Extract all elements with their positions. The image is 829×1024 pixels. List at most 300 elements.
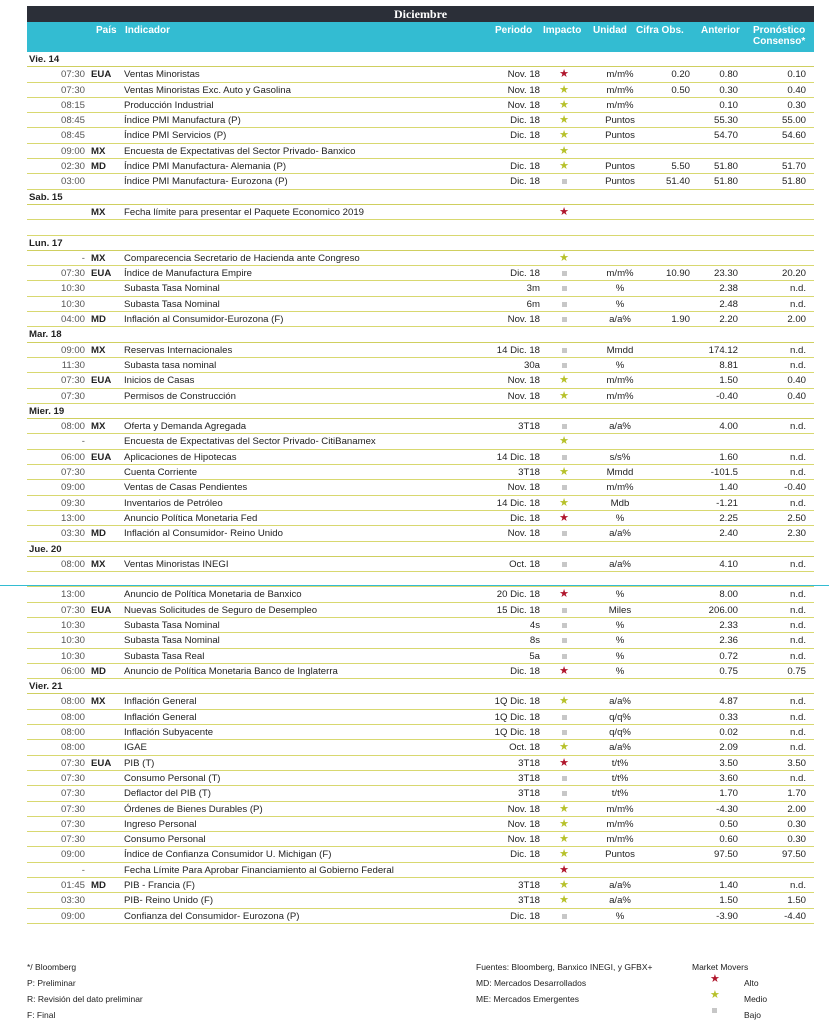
cell-per: Nov. 18 — [507, 834, 540, 846]
cell-time: 09:00 — [60, 145, 85, 157]
cell-con: n.d. — [789, 421, 806, 433]
cell-ant: 4.87 — [719, 696, 738, 708]
table-row — [27, 771, 814, 786]
cell-per: Nov. 18 — [507, 99, 540, 111]
cell-ant: -101.5 — [710, 467, 738, 479]
table-row — [27, 343, 814, 358]
impact-low-square-icon — [557, 526, 571, 541]
cell-obs: 10.90 — [665, 268, 690, 280]
cell-ind: Subasta Tasa Real — [124, 650, 205, 662]
impact-medium-star-icon: ★ — [559, 114, 569, 127]
cell-con: -0.40 — [784, 482, 806, 494]
impact-medium-star-icon: ★ — [559, 817, 569, 830]
cell-per: 14 Dic. 18 — [496, 344, 540, 356]
impact-low-square-icon — [557, 633, 571, 648]
table-row — [27, 817, 814, 832]
day-header: Vie. 14 — [27, 52, 814, 67]
impact-medium-star-icon: ★ — [559, 802, 569, 815]
cell-con: n.d. — [789, 650, 806, 662]
cell-ind: Órdenes de Bienes Durables (P) — [124, 803, 263, 815]
cell-per: 6m — [526, 298, 540, 310]
cell-time: 04:00 — [60, 314, 85, 326]
cell-time: 13:00 — [60, 589, 85, 601]
cell-time: 03:00 — [60, 176, 85, 188]
cell-con: n.d. — [789, 497, 806, 509]
cell-time: 03:30 — [60, 528, 85, 540]
cell-ind: Subasta Tasa Nominal — [124, 635, 220, 647]
cell-con: n.d. — [789, 604, 806, 616]
table-row — [27, 756, 814, 771]
cell-per: Dic. 18 — [510, 910, 540, 922]
cell-unit: % — [615, 512, 625, 524]
cell-unit: m/m% — [606, 390, 634, 402]
cell-ant: 2.48 — [719, 298, 738, 310]
cell-con: 0.10 — [787, 69, 806, 81]
cell-ind: Inflación al Consumidor- Reino Unido — [124, 528, 283, 540]
cell-unit: Mdb — [610, 497, 630, 509]
cell-country: EUA — [91, 757, 112, 769]
cell-con: 0.30 — [787, 818, 806, 830]
table-row — [27, 312, 814, 327]
cell-ind: Encuesta de Expectativas del Sector Privado- Banxico — [124, 145, 356, 157]
impact-low-square-icon — [557, 771, 571, 786]
cell-time: 07:30 — [60, 390, 85, 402]
table-row — [27, 649, 814, 664]
cell-unit: a/a% — [609, 528, 631, 540]
cell-time: 13:00 — [60, 512, 85, 524]
impact-low-square-icon — [557, 281, 571, 296]
cell-time: 07:30 — [60, 772, 85, 784]
table-row — [27, 863, 814, 878]
cell-con: 2.50 — [787, 512, 806, 524]
impact-medium-star-icon: ★ — [559, 435, 569, 448]
spacer-row — [27, 220, 814, 235]
impact-high-star-icon: ★ — [559, 68, 569, 81]
impact-low-square-icon — [557, 174, 571, 189]
cell-time: 09:00 — [60, 849, 85, 861]
legend-title: Market Movers — [692, 962, 749, 972]
table-row — [27, 389, 814, 404]
cell-con: n.d. — [789, 298, 806, 310]
cell-ant: 2.40 — [719, 528, 738, 540]
legend-alto: Alto — [744, 978, 759, 988]
cell-country: MD — [91, 880, 106, 892]
cell-time: 10:30 — [60, 635, 85, 647]
legend-bajo-icon — [712, 1004, 717, 1016]
impact-low-square-icon — [557, 603, 571, 618]
cell-obs: 0.50 — [671, 84, 690, 96]
legend-medio: Medio — [744, 994, 768, 1004]
cell-ind: Fecha límite para presentar el Paquete Economico 2019 — [124, 206, 364, 218]
cell-ind: Inflación Subyacente — [124, 727, 214, 739]
cell-ant: 0.50 — [719, 818, 738, 830]
cell-unit: Puntos — [605, 130, 635, 142]
cell-time: 07:30 — [60, 268, 85, 280]
impact-medium-star-icon: ★ — [559, 160, 569, 173]
table-row — [27, 450, 814, 465]
footnote-final: F: Final — [27, 1010, 56, 1020]
table-row — [27, 786, 814, 801]
impact-medium-star-icon: ★ — [559, 879, 569, 892]
cell-per: 1Q Dic. 18 — [494, 711, 540, 723]
impact-low-square-icon — [557, 909, 571, 924]
table-row — [27, 266, 814, 281]
cell-unit: % — [615, 283, 625, 295]
cell-time: 01:45 — [60, 880, 85, 892]
cell-unit: % — [615, 589, 625, 601]
cell-ant: 97.50 — [713, 849, 738, 861]
impact-high-star-icon: ★ — [559, 588, 569, 601]
cell-per: Dic. 18 — [510, 665, 540, 677]
cell-country: EUA — [91, 375, 112, 387]
table-row — [27, 587, 814, 602]
cell-time: 09:00 — [60, 482, 85, 494]
impact-low-square-icon — [557, 618, 571, 633]
impact-low-square-icon — [557, 312, 571, 327]
cell-unit: Puntos — [605, 115, 635, 127]
table-row — [27, 725, 814, 740]
table-row — [27, 98, 814, 113]
month-title: Diciembre — [27, 6, 814, 22]
cell-country: MX — [91, 206, 106, 218]
cell-ind: Encuesta de Expectativas del Sector Privado- CitiBanamex — [124, 436, 376, 448]
cell-per: Dic. 18 — [510, 130, 540, 142]
table-row — [27, 251, 814, 266]
day-header: Mar. 18 — [27, 327, 814, 342]
cell-time: 06:00 — [60, 451, 85, 463]
cell-per: 1Q Dic. 18 — [494, 727, 540, 739]
cell-con: n.d. — [789, 283, 806, 295]
cell-con: 0.40 — [787, 390, 806, 402]
impact-medium-star-icon: ★ — [559, 833, 569, 846]
cell-time: 11:30 — [61, 359, 85, 371]
cell-unit: t/t% — [611, 757, 629, 769]
cell-ant: 1.50 — [719, 895, 738, 907]
cell-time: - — [81, 252, 85, 264]
cell-ant: 0.75 — [719, 665, 738, 677]
cell-time: 08:45 — [60, 115, 85, 127]
impact-medium-star-icon: ★ — [559, 741, 569, 754]
impact-low-square-icon — [557, 786, 571, 801]
cell-ant: 51.80 — [713, 176, 738, 188]
cell-con: 51.70 — [781, 161, 806, 173]
cell-time: 07:30 — [60, 757, 85, 769]
cell-obs: 51.40 — [665, 176, 690, 188]
cell-time: 09:00 — [60, 344, 85, 356]
cell-per: 3T18 — [518, 772, 540, 784]
cell-per: 3T18 — [518, 788, 540, 800]
cell-unit: % — [615, 298, 625, 310]
cell-ind: Ingreso Personal — [124, 818, 197, 830]
cell-time: 08:15 — [60, 99, 85, 111]
cell-country: MX — [91, 145, 106, 157]
impact-low-square-icon — [557, 450, 571, 465]
impact-low-square-icon — [557, 343, 571, 358]
cell-per: Nov. 18 — [507, 803, 540, 815]
cell-time: 08:00 — [60, 727, 85, 739]
cell-ant: 0.02 — [719, 727, 738, 739]
cell-con: 2.00 — [787, 314, 806, 326]
cell-per: 3T18 — [518, 895, 540, 907]
cell-per: 30a — [523, 359, 540, 371]
cell-ind: Producción Industrial — [124, 99, 214, 111]
table-row — [27, 159, 814, 174]
cell-time: 02:30 — [60, 161, 85, 173]
cell-con: n.d. — [789, 880, 806, 892]
header-cifra: Cifra Obs. — [636, 25, 684, 36]
cell-unit: Puntos — [605, 849, 635, 861]
cell-con: n.d. — [789, 727, 806, 739]
cell-per: Nov. 18 — [507, 84, 540, 96]
cell-time: 07:30 — [60, 467, 85, 479]
cell-ind: Oferta y Demanda Agregada — [124, 421, 247, 433]
cell-time: 10:30 — [60, 619, 85, 631]
cell-ind: Subasta Tasa Nominal — [124, 298, 220, 310]
impact-medium-star-icon: ★ — [559, 848, 569, 861]
table-row — [27, 603, 814, 618]
day-header: Vier. 21 — [27, 679, 814, 694]
cell-ant: 1.50 — [719, 375, 738, 387]
cell-country: EUA — [91, 451, 112, 463]
cell-time: 08:45 — [60, 130, 85, 142]
table-row — [27, 633, 814, 648]
cell-con: 20.20 — [781, 268, 806, 280]
cell-con: n.d. — [789, 359, 806, 371]
cell-ant: 0.33 — [719, 711, 738, 723]
footnote-me: ME: Mercados Emergentes — [476, 994, 579, 1004]
header-pronostico-line2: Consenso* — [753, 36, 806, 47]
cell-ind: Reservas Internacionales — [124, 344, 233, 356]
cell-ant: 54.70 — [713, 130, 738, 142]
cell-per: Nov. 18 — [507, 390, 540, 402]
impact-low-square-icon — [557, 297, 571, 312]
day-header: Sab. 15 — [27, 190, 814, 205]
cell-time: 07:30 — [60, 84, 85, 96]
table-row — [27, 878, 814, 893]
impact-low-square-icon — [557, 266, 571, 281]
table-row — [27, 802, 814, 817]
impact-medium-star-icon: ★ — [559, 129, 569, 142]
table-row — [27, 297, 814, 312]
table-row — [27, 511, 814, 526]
cell-ind: Cuenta Corriente — [124, 467, 198, 479]
calendar-table — [27, 52, 814, 924]
impact-medium-star-icon: ★ — [559, 144, 569, 157]
footnote-fuentes: Fuentes: Bloomberg, Banxico INEGI, y GFBX+ — [476, 962, 653, 972]
cell-con: n.d. — [789, 558, 806, 570]
cell-con: 2.30 — [787, 528, 806, 540]
impact-high-star-icon: ★ — [559, 664, 569, 677]
cell-per: Dic. 18 — [510, 161, 540, 173]
impact-medium-star-icon: ★ — [559, 374, 569, 387]
cell-country: MD — [91, 161, 106, 173]
cell-per: 20 Dic. 18 — [496, 589, 540, 601]
cell-unit: m/m% — [606, 99, 634, 111]
table-row — [27, 434, 814, 449]
cell-ind: Confianza del Consumidor- Eurozona (P) — [124, 910, 300, 922]
cell-time: 06:00 — [60, 665, 85, 677]
impact-low-square-icon — [557, 358, 571, 373]
cell-unit: % — [615, 650, 625, 662]
cell-per: Dic. 18 — [510, 176, 540, 188]
cell-time: 08:00 — [60, 421, 85, 433]
cell-unit: a/a% — [609, 895, 631, 907]
cell-con: n.d. — [789, 619, 806, 631]
cell-per: 14 Dic. 18 — [496, 497, 540, 509]
cell-ind: PIB (T) — [124, 757, 155, 769]
cell-per: Nov. 18 — [507, 69, 540, 81]
impact-high-star-icon: ★ — [559, 863, 569, 876]
cell-con: n.d. — [789, 772, 806, 784]
cell-unit: % — [615, 619, 625, 631]
cell-ind: Anuncio de Política Monetaria de Banxico — [124, 589, 302, 601]
cell-ind: Aplicaciones de Hipotecas — [124, 451, 237, 463]
cell-per: 1Q Dic. 18 — [494, 696, 540, 708]
impact-medium-star-icon: ★ — [559, 496, 569, 509]
cell-time: 08:00 — [60, 742, 85, 754]
cell-per: 8s — [529, 635, 540, 647]
table-row — [27, 358, 814, 373]
cell-ant: 1.40 — [719, 880, 738, 892]
footnote-preliminar: P: Preliminar — [27, 978, 76, 988]
cell-ant: 0.72 — [719, 650, 738, 662]
table-row — [27, 281, 814, 296]
cell-ant: -0.40 — [716, 390, 738, 402]
cell-ind: Permisos de Construcción — [124, 390, 236, 402]
cell-ind: Subasta Tasa Nominal — [124, 283, 220, 295]
cell-ind: Ventas Minoristas Exc. Auto y Gasolina — [124, 84, 291, 96]
cell-ind: Nuevas Solicitudes de Seguro de Desempleo — [124, 604, 318, 616]
cell-ind: Inicios de Casas — [124, 375, 195, 387]
cell-per: 3T18 — [518, 757, 540, 769]
cell-ind: Ventas de Casas Pendientes — [124, 482, 248, 494]
cell-country: MX — [91, 421, 106, 433]
cell-per: 15 Dic. 18 — [496, 604, 540, 616]
cell-per: 4s — [529, 619, 540, 631]
table-row — [27, 694, 814, 709]
cell-ind: PIB- Reino Unido (F) — [124, 895, 214, 907]
cell-per: Dic. 18 — [510, 115, 540, 127]
impact-medium-star-icon: ★ — [559, 695, 569, 708]
cell-ind: Ventas Minoristas — [124, 69, 200, 81]
cell-ant: 23.30 — [713, 268, 738, 280]
cell-con: 0.40 — [787, 84, 806, 96]
cell-ant: 1.70 — [719, 788, 738, 800]
cell-con: 3.50 — [787, 757, 806, 769]
table-row — [27, 174, 814, 189]
impact-high-star-icon: ★ — [559, 205, 569, 218]
impact-high-star-icon: ★ — [559, 756, 569, 769]
impact-medium-star-icon: ★ — [559, 389, 569, 402]
cell-unit: Mmdd — [606, 344, 634, 356]
cell-unit: m/m% — [606, 818, 634, 830]
cell-per: Oct. 18 — [509, 558, 540, 570]
cell-time: 07:30 — [60, 788, 85, 800]
cell-per: Nov. 18 — [507, 528, 540, 540]
cell-ind: Índice PMI Manufactura (P) — [124, 115, 241, 127]
impact-high-star-icon: ★ — [559, 511, 569, 524]
impact-medium-star-icon: ★ — [559, 83, 569, 96]
impact-medium-star-icon: ★ — [559, 251, 569, 264]
cell-unit: % — [615, 635, 625, 647]
cell-ind: PIB - Francia (F) — [124, 880, 195, 892]
cell-ant: 1.60 — [719, 451, 738, 463]
cell-ind: Índice de Confianza Consumidor U. Michigan (F) — [124, 849, 332, 861]
legend-alto-icon: ★ — [710, 973, 720, 985]
cell-ant: -4.30 — [716, 803, 738, 815]
table-row — [27, 480, 814, 495]
header-pais: País — [96, 25, 117, 36]
table-row — [27, 67, 814, 82]
cell-time: - — [81, 436, 85, 448]
cell-ant: 4.10 — [719, 558, 738, 570]
cell-unit: m/m% — [606, 803, 634, 815]
cell-unit: Puntos — [605, 176, 635, 188]
cell-time: 08:00 — [60, 558, 85, 570]
cell-unit: q/q% — [609, 727, 631, 739]
table-row — [27, 557, 814, 572]
table-row — [27, 909, 814, 924]
cell-time: 10:30 — [60, 650, 85, 662]
cell-per: Oct. 18 — [509, 742, 540, 754]
day-header: Jue. 20 — [27, 542, 814, 557]
impact-low-square-icon — [557, 557, 571, 572]
cell-con: n.d. — [789, 344, 806, 356]
cell-ant: 55.30 — [713, 115, 738, 127]
cell-con: 55.00 — [781, 115, 806, 127]
table-row — [27, 832, 814, 847]
cell-ind: Índice de Manufactura Empire — [124, 268, 252, 280]
table-row — [27, 847, 814, 862]
cell-unit: a/a% — [609, 558, 631, 570]
cell-ind: Anuncio Política Monetaria Fed — [124, 512, 258, 524]
impact-low-square-icon — [557, 419, 571, 434]
cell-ind: Inflación General — [124, 711, 197, 723]
cell-time: 10:30 — [60, 283, 85, 295]
cell-time: 10:30 — [60, 298, 85, 310]
header-pronostico-line1: Pronóstico — [753, 25, 806, 36]
cell-per: Dic. 18 — [510, 268, 540, 280]
cell-unit: a/a% — [609, 742, 631, 754]
table-row — [27, 664, 814, 679]
cell-con: 51.80 — [781, 176, 806, 188]
cell-ant: 0.10 — [719, 99, 738, 111]
cell-unit: Puntos — [605, 161, 635, 173]
cell-country: MX — [91, 252, 106, 264]
cell-ind: Inflación al Consumidor-Eurozona (F) — [124, 314, 284, 326]
table-row — [27, 419, 814, 434]
cell-unit: % — [615, 910, 625, 922]
cell-con: n.d. — [789, 742, 806, 754]
table-row — [27, 113, 814, 128]
cell-ant: 2.33 — [719, 619, 738, 631]
cell-ind: Ventas Minoristas INEGI — [124, 558, 229, 570]
impact-low-square-icon — [557, 710, 571, 725]
cell-ant: 0.80 — [719, 69, 738, 81]
footnote-revision: R: Revisión del dato preliminar — [27, 994, 143, 1004]
impact-low-square-icon — [557, 649, 571, 664]
table-row — [27, 128, 814, 143]
cell-per: 3m — [526, 283, 540, 295]
cell-ind: Consumo Personal — [124, 834, 206, 846]
cell-time: 08:00 — [60, 696, 85, 708]
cell-obs: 0.20 — [671, 69, 690, 81]
impact-medium-star-icon: ★ — [559, 98, 569, 111]
cell-ant: 2.25 — [719, 512, 738, 524]
cell-per: Nov. 18 — [507, 314, 540, 326]
header-indicador: Indicador — [125, 25, 171, 36]
table-row — [27, 144, 814, 159]
